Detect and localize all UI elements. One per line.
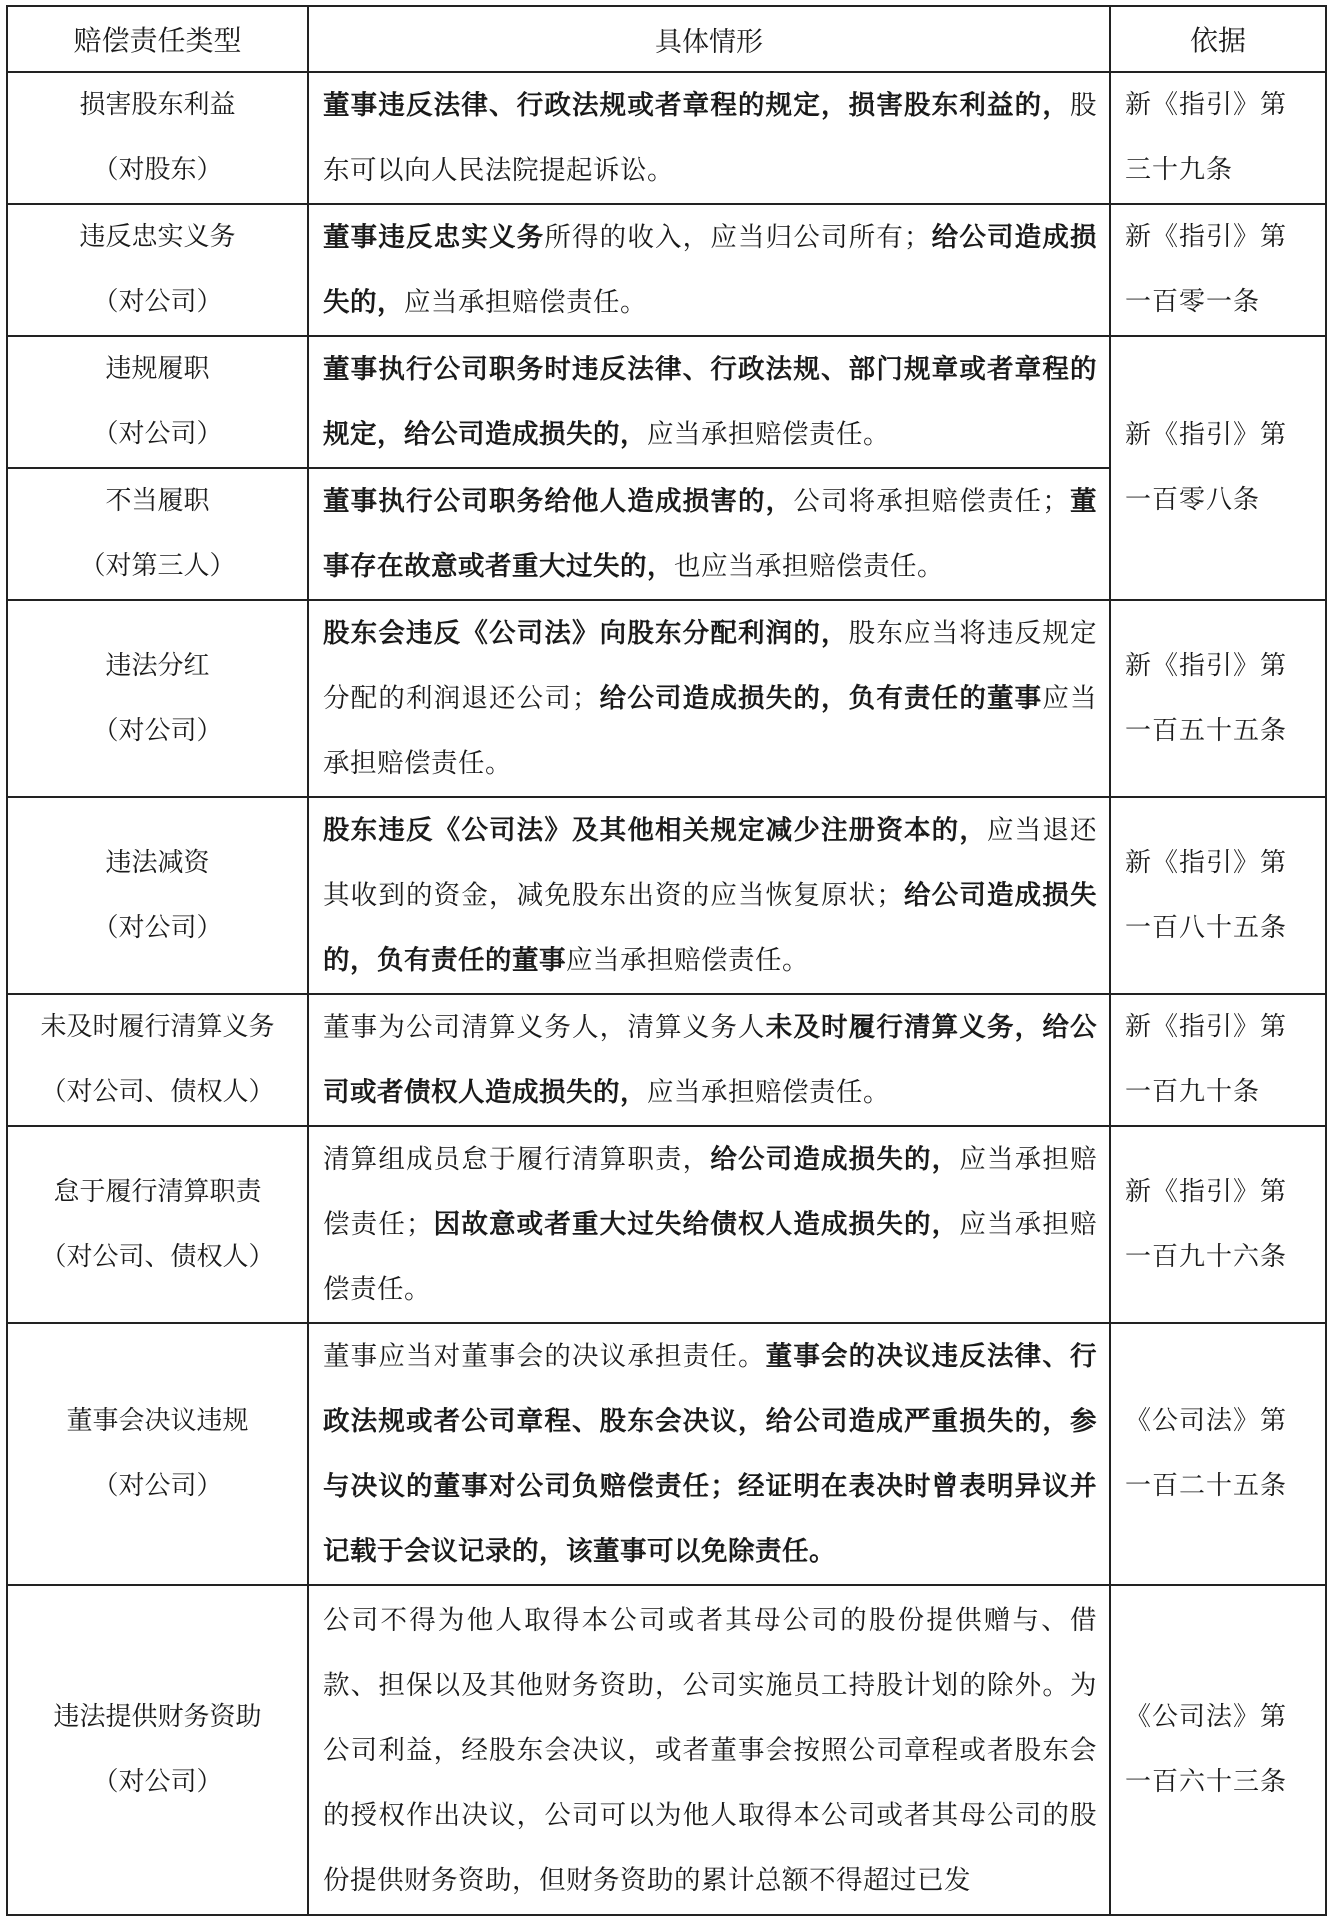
table-row [7,1585,1326,1915]
situation-text: 董事为公司清算义务人，清算义务人 [323,1012,766,1043]
header-basis: 依据 [1110,6,1326,72]
liability-type: 未及时履行清算义务 [40,1012,275,1042]
liability-target: （对股东） [92,155,223,185]
liability-type: 怠于履行清算职责 [53,1176,262,1207]
emphasized-text: 股东违反《公司法》及其他相关规定减少注册资本的， [323,815,987,846]
liability-type-cell [7,336,308,468]
table-row [7,204,1326,336]
emphasized-text: 董事存在故意或者重大过失的， [323,486,1098,582]
situation-text: 公司将承担赔偿责任； [793,486,1070,517]
liability-type: 董事会决议违规 [66,1406,249,1436]
liability-type-cell [7,468,308,600]
table-row [7,994,1326,1126]
liability-table [6,5,1327,1916]
basis-line: 新《指引》第 [1125,1012,1288,1042]
liability-type-cell [7,72,308,204]
liability-type: 违法提供财务资助 [53,1702,262,1732]
table-header-row [7,6,1326,72]
basis-line: 一百零一条 [1125,287,1261,317]
basis-cell [1110,994,1326,1126]
liability-type-cell [7,994,308,1126]
liability-type-cell [7,797,308,994]
basis-line: 《公司法》第 [1125,1406,1288,1436]
liability-target: （对公司、债权人） [40,1241,275,1272]
emphasized-text: 给公司造成损失的，负有责任的董事 [599,683,1043,714]
table-row [7,336,1326,468]
situation-cell [308,468,1110,600]
liability-type: 违法分红 [105,650,210,681]
liability-type-cell [7,1585,308,1915]
emphasized-text: 给公司造成损失的， [710,1144,960,1175]
emphasized-text: 董事违反忠实义务 [323,222,545,253]
basis-line: 一百零八条 [1125,485,1261,515]
basis-line: 一百九十条 [1125,1077,1261,1107]
situation-cell [308,1585,1110,1915]
situation-text: 应当承担赔偿责任。 [647,419,890,450]
liability-type-cell [7,1323,308,1585]
emphasized-text: 给公司造成损失的，负有责任的董事 [323,880,1098,976]
liability-target: （对公司） [92,912,223,943]
situation-cell [308,72,1110,204]
situation-text: 应当承担赔偿责任。 [323,683,1098,779]
liability-type-cell [7,600,308,797]
basis-cell [1110,72,1326,204]
basis-cell [1110,1323,1326,1585]
liability-type: 损害股东利益 [79,90,236,120]
situation-text: 公司不得为他人取得本公司或者其母公司的股份提供赠与、借款、担保以及其他财务资助，公司实施员工持股计划的除外。为公司利益，经股东会决议，或者董事会按照公司章程或者股东会的授权作出决议，公司可以为他人取得本公司或者其母公司的股份提供财务资助，但财务资助的累计总额不得超过已发 [323,1604,1097,1896]
liability-type: 违规履职 [105,354,210,384]
liability-target: （对公司） [92,287,223,317]
basis-line: 新《指引》第 [1125,847,1288,878]
basis-cell [1110,797,1326,994]
situation-text: 董事应当对董事会的决议承担责任。 [323,1341,766,1372]
situation-cell [308,994,1110,1126]
situation-text: 也应当承担赔偿责任。 [674,551,944,582]
liability-target: （对公司、债权人） [40,1077,275,1107]
basis-cell [1110,336,1326,600]
emphasized-text: 董事执行公司职务给他人造成损害的， [323,486,794,517]
emphasized-text: 因故意或者重大过失给债权人造成损失的， [433,1209,960,1240]
situation-text: 应当承担赔偿责任。 [566,945,809,976]
liability-target: （对第三人） [79,551,236,581]
table-row [7,72,1326,204]
situation-text: 应当承担赔偿责任。 [404,287,647,318]
table-row [7,1126,1326,1323]
table-row [7,1323,1326,1585]
table-row [7,600,1326,797]
situation-cell [308,1126,1110,1323]
basis-line: 新《指引》第 [1125,650,1288,681]
basis-line: 新《指引》第 [1125,420,1288,450]
liability-type: 违反忠实义务 [79,222,236,252]
basis-line: 一百五十五条 [1125,715,1288,746]
emphasized-text: 董事违反法律、行政法规或者章程的规定，损害股东利益的， [323,90,1070,121]
situation-text: 股东可以向人民法院提起诉讼。 [323,90,1097,186]
situation-text: 应当承担赔偿责任； [323,1144,1098,1240]
liability-target: （对公司） [92,1471,223,1501]
basis-cell [1110,204,1326,336]
emphasized-text: 董事会的决议违反法律、行政法规或者公司章程、股东会决议，给公司造成严重损失的，参与决议的董事对公司负赔偿责任；经证明在表决时曾表明异议并记载于会议记录的，该董事可以免除责任。 [323,1341,1098,1567]
situation-text: 所得的收入，应当归公司所有； [544,222,932,253]
situation-cell [308,204,1110,336]
situation-cell [308,336,1110,468]
basis-line: 一百二十五条 [1125,1471,1288,1501]
situation-cell [308,797,1110,994]
basis-line: 《公司法》第 [1125,1702,1288,1732]
header-type: 赔偿责任类型 [7,6,308,72]
situation-text: 应当承担赔偿责任。 [647,1077,890,1108]
basis-line: 一百六十三条 [1125,1767,1288,1797]
situation-text: 应当承担赔偿责任。 [323,1209,1098,1305]
liability-type: 违法减资 [105,847,210,878]
liability-target: （对公司） [92,715,223,746]
situation-cell [308,1323,1110,1585]
basis-cell [1110,600,1326,797]
table-row [7,797,1326,994]
liability-target: （对公司） [92,419,223,449]
emphasized-text: 股东会违反《公司法》向股东分配利润的， [323,618,849,649]
basis-line: 一百九十六条 [1125,1241,1288,1272]
basis-line: 三十九条 [1125,155,1234,185]
emphasized-text: 董事执行公司职务时违反法律、行政法规、部门规章或者章程的规定，给公司造成损失的， [323,354,1097,450]
liability-type-cell [7,204,308,336]
emphasized-text: 给公司造成损失的， [323,222,1098,318]
basis-line: 新《指引》第 [1125,90,1288,120]
emphasized-text: 未及时履行清算义务，给公司或者债权人造成损失的， [323,1012,1098,1108]
situation-text: 清算组成员怠于履行清算职责， [323,1144,711,1175]
basis-cell [1110,1126,1326,1323]
basis-cell [1110,1585,1326,1915]
situation-text: 股东应当将违反规定分配的利润退还公司； [323,618,1098,714]
liability-type-cell [7,1126,308,1323]
basis-line: 新《指引》第 [1125,1176,1288,1207]
situation-text: 应当退还其收到的资金，减免股东出资的应当恢复原状； [323,815,1098,911]
liability-target: （对公司） [92,1767,223,1797]
header-situation: 具体情形 [308,6,1110,72]
situation-cell [308,600,1110,797]
basis-line: 新《指引》第 [1125,222,1288,252]
liability-type: 不当履职 [105,486,210,516]
basis-line: 一百八十五条 [1125,912,1288,943]
